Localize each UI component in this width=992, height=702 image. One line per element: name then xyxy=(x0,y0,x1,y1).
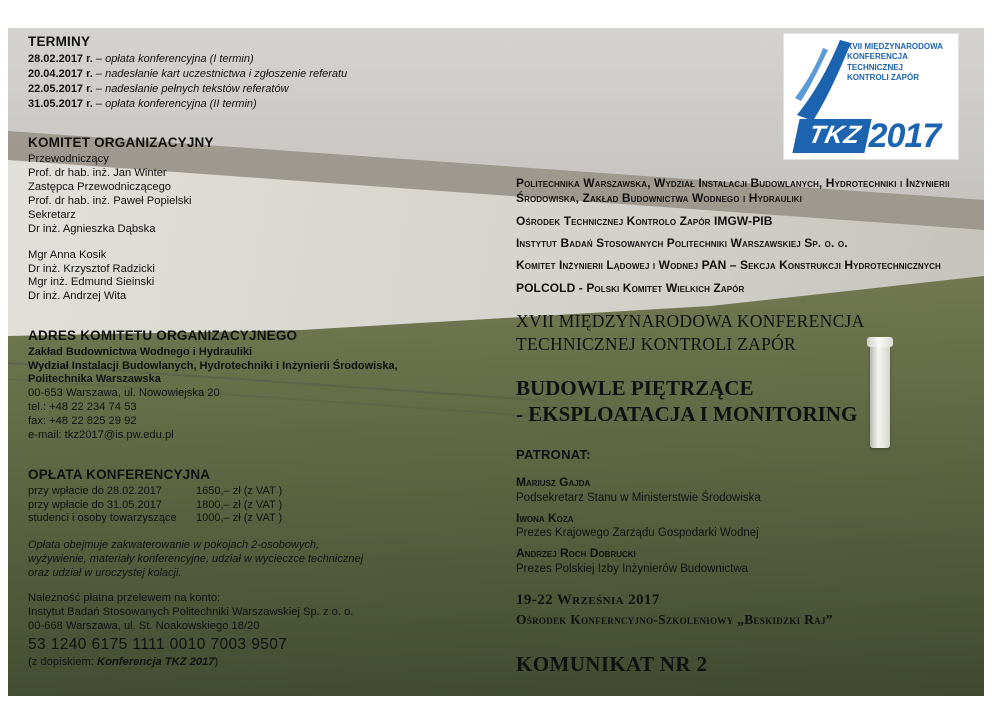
oplata-heading: OPŁATA KONFERENCYJNA xyxy=(28,466,211,482)
conference-subtitle-line1: BUDOWLE PIĘTRZĄCE xyxy=(516,375,754,400)
right-column xyxy=(516,176,968,677)
committee-person: Prof. dr hab. inż. Jan Winter xyxy=(28,167,167,180)
payment-reference-prefix: (z dopiskiem: xyxy=(28,655,98,668)
payment-reference xyxy=(28,656,490,670)
conference-title-line2: TECHNICZNEJ KONTROLI ZAPÓR xyxy=(516,333,797,354)
deadline-desc: – opłata konferencyjna (I termin) xyxy=(92,53,254,65)
patronat-heading: PATRONAT: xyxy=(516,447,591,463)
deadline-item xyxy=(28,82,490,96)
committee-member: Mgr Anna Kosik xyxy=(28,248,107,261)
payment-reference-suffix: ) xyxy=(214,655,219,668)
organizer-item: Instytut Badań Stosowanych Politechniki Warszawskiej Sp. o. o. xyxy=(516,236,848,251)
address-org-line: Politechnika Warszawska xyxy=(28,373,161,386)
fee-row xyxy=(28,485,490,499)
adres-heading: ADRES KOMITETU ORGANIZACYJNEGO xyxy=(28,328,298,344)
organizer-item: POLCOLD - Polski Komitet Wielkich Zapór xyxy=(516,280,745,295)
payment-info xyxy=(28,592,490,669)
logo-wordmark xyxy=(796,119,940,153)
conference-logo xyxy=(783,33,959,160)
fee-price: 1800,– zł (z VAT ) xyxy=(196,498,283,511)
fee-note: Opłata obejmuje zakwaterowanie w pokojach 2-osobowych, wyżywienie, materiały konferencyjne, udział w wycieczce technicznej oraz udział w uroczystej kolacji. xyxy=(28,539,364,580)
deadline-date: 20.04.2017 r. xyxy=(28,68,93,81)
logo-title-line4: KONTROLI ZAPÓR xyxy=(847,73,919,83)
fee-label: studenci i osoby towarzyszące xyxy=(28,512,177,525)
left-column xyxy=(28,34,490,694)
address-org-line: Zakład Budownictwa Wodnego i Hydrauliki xyxy=(28,346,253,359)
address-street: 00-653 Warszawa, ul. Nowowiejska 20 xyxy=(28,387,220,400)
payment-reference-title: Konferencja TKZ 2017 xyxy=(97,655,215,668)
patron-name: Andrzej Roch Dobrucki xyxy=(516,546,636,561)
fee-price: 1650,– zł (z VAT ) xyxy=(196,484,283,497)
deadline-desc: – nadesłanie pełnych tekstów referatów xyxy=(92,83,289,96)
patron-entry xyxy=(516,475,968,506)
deadline-item xyxy=(28,52,490,66)
section-terminy xyxy=(28,34,490,111)
patron-entry xyxy=(516,511,968,542)
organizer-item: Komitet Inżynierii Lądowej i Wodnej PAN – Sekcja Konstrukcji Hydrotechnicznych xyxy=(516,258,941,273)
payment-line: 00-668 Warszawa, ul. St. Noakowskiego 18/20 xyxy=(28,620,260,633)
committee-person: Prof. dr hab. inż. Paweł Popielski xyxy=(28,194,192,207)
logo-swoosh-icon xyxy=(790,38,854,122)
komunikat-title: KOMUNIKAT NR 2 xyxy=(516,651,708,676)
logo-title-line2: KONFERENCJA xyxy=(847,52,908,62)
logo-title xyxy=(847,42,953,84)
deadline-desc: – nadesłanie kart uczestnictwa i zgłoszenie referatu xyxy=(92,68,348,81)
fee-row xyxy=(28,499,490,513)
logo-tkz-mark: TKZ xyxy=(792,119,871,153)
logo-year: 2017 xyxy=(868,117,941,155)
committee-role: Przewodniczący xyxy=(28,153,109,166)
committee-role: Sekretarz xyxy=(28,208,76,221)
conference-title xyxy=(516,310,968,356)
fee-row xyxy=(28,512,490,526)
deadline-item xyxy=(28,97,490,111)
patron-name: Iwona Koza xyxy=(516,510,574,525)
komitet-heading: KOMITET ORGANIZACYJNY xyxy=(28,135,214,151)
conference-subtitle xyxy=(516,375,968,428)
section-oplata xyxy=(28,467,490,670)
organizer-item: Politechnika Warszawska, Wydział Instalacji Budowlanych, Hydrotechniki i Inżynierii Środowiska, Zakład Budownictwa Wodnego i Hydrauliki xyxy=(516,176,950,206)
patron-title: Prezes Krajowego Zarządu Gospodarki Wodnej xyxy=(516,527,759,540)
committee-person: Dr inż. Agnieszka Dąbska xyxy=(28,222,156,235)
deadline-date: 22.05.2017 r. xyxy=(28,83,93,96)
address-fax: fax: +48 22 825 29 92 xyxy=(28,414,137,427)
logo-title-line1: XVII MIĘDZYNARODOWA xyxy=(847,42,944,51)
address-org-line: Wydział Instalacji Budowlanych, Hydrotechniki i Inżynierii Środowiska, xyxy=(28,359,398,372)
terminy-heading: TERMINY xyxy=(28,34,91,49)
patron-title: Podsekretarz Stanu w Ministerstwie Środowiska xyxy=(516,491,761,504)
payment-line: Instytut Badań Stosowanych Politechniki Warszawskiej Sp. z o. o. xyxy=(28,606,354,619)
section-komitet xyxy=(28,135,490,304)
conference-title-line1: XVII MIĘDZYNARODOWA KONFERENCJA xyxy=(516,311,865,332)
fee-label: przy wpłacie do 31.05.2017 xyxy=(28,498,162,511)
spacer xyxy=(28,237,490,249)
patron-entry xyxy=(516,546,968,577)
logo-title-line3: TECHNICZNEJ xyxy=(847,62,904,72)
deadline-date: 31.05.2017 r. xyxy=(28,98,93,111)
committee-member: Dr inż. Krzysztof Radzicki xyxy=(28,262,155,275)
address-phone: tel.: +48 22 234 74 53 xyxy=(28,400,137,413)
organizer-item: Ośrodek Technicznej Kontrolo Zapór IMGW-PIB xyxy=(516,213,773,228)
deadline-desc: – opłata konferencyjna (II termin) xyxy=(92,98,257,111)
deadline-item xyxy=(28,67,490,81)
event-dates: 19-22 Września 2017 xyxy=(516,591,660,608)
deadline-date: 28.02.2017 r. xyxy=(28,53,93,65)
patron-title: Prezes Polskiej Izby Inżynierów Budownictwa xyxy=(516,562,749,575)
bank-account-number: 53 1240 6175 1111 0010 7003 9507 xyxy=(28,636,288,654)
section-adres xyxy=(28,328,490,442)
conference-subtitle-line2: - EKSPLOATACJA I MONITORING xyxy=(516,401,858,426)
address-email: e-mail: tkz2017@is.pw.edu.pl xyxy=(28,428,174,441)
patrons-list xyxy=(516,475,968,577)
committee-member: Mgr inż. Edmund Sieinski xyxy=(28,276,155,289)
event-venue: Ośrodek Konferncyjno-Szkoleniowy „Beskidzki Raj” xyxy=(516,611,833,627)
committee-member: Dr inż. Andrzej Wita xyxy=(28,290,127,303)
committee-role: Zastępca Przewodniczącego xyxy=(28,181,172,194)
fee-label: przy wpłacie do 28.02.2017 xyxy=(28,484,162,497)
payment-line: Należność płatna przelewem na konto: xyxy=(28,592,221,605)
organizers-list xyxy=(516,176,968,296)
fee-price: 1000,– zł (z VAT ) xyxy=(196,512,283,525)
patron-name: Mariusz Gajda xyxy=(516,475,591,490)
